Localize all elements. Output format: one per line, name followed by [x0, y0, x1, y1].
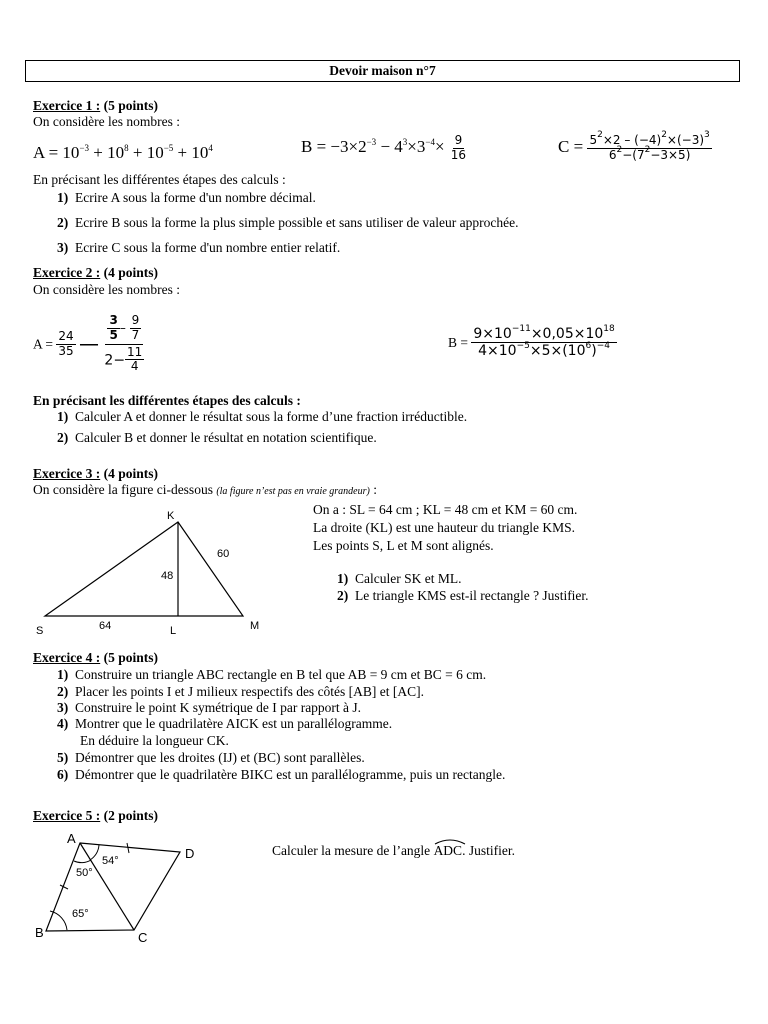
ex1-formula-b: $B = -3\times 2^{-3} - 4^3\times 3^{-4}\times$ $\frac{9}{16}$	[301, 133, 467, 162]
ex1-item-2: 2) Ecrire B sous la forme la plus simple possible et sans utiliser de valeur approchée.	[57, 215, 519, 230]
ex3-item-1: 1) Calculer SK et ML.	[337, 571, 462, 586]
ex5-angle-adc: ADC	[434, 843, 463, 859]
ex3-length-km: 60	[217, 548, 230, 560]
ex3-intro-note: (la figure n’est pas en vraie grandeur)	[216, 486, 370, 497]
ex1-b-fraction: $\frac{9}{16}$	[450, 133, 467, 162]
ex5-angle-hat	[434, 838, 466, 845]
ex5-heading: Exercice 5 :	[33, 808, 101, 823]
ex1-c-fraction: $\frac{5^2\times 2 - (-4)^2\times(-3)^3}{6^2-(7^2-3\times 5)}$	[589, 130, 710, 162]
page-title: Devoir maison n°7	[25, 60, 740, 82]
ex3-intro: On considère la figure ci-dessous	[33, 482, 213, 497]
ex3-header	[33, 466, 158, 482]
ex5-header	[33, 808, 158, 824]
ex3-label-k: K	[167, 510, 175, 522]
ex3-label-s: S	[36, 625, 44, 637]
ex1-item-1: 1) Ecrire A sous la forme d'un nombre décimal.	[57, 190, 316, 205]
ex1-b-label: B	[301, 137, 313, 157]
ex5-quadrilateral-figure	[30, 828, 220, 948]
ex2-header	[33, 265, 158, 281]
ex2-a-frac2: $\frac{3}{5}$ – $\frac{9}{7}$ 2− $\frac{11}{4}$	[104, 313, 143, 374]
ex5-angle-65: 65°	[72, 908, 89, 920]
ex2-formula-a: A = $\frac{24}{35}$ — $\frac{3}{5}$ – $\frac{9}{7}$ 2− $\frac{11}{4}$	[33, 314, 146, 374]
ex3-length-sl: 64	[99, 620, 112, 632]
ex1-points: (5 points)	[103, 98, 158, 113]
ex2-b-fraction: $\frac{9\times 10^{-11}\times 0,05\times 10^{18}}{4\times 10^{-5}\times 5\times(10^6)^{-4}}$	[473, 324, 615, 360]
ex3-data-1: On a : SL = 64 cm ; KL = 48 cm et KM = 60 cm.	[313, 502, 578, 517]
ex3-item-2: 2) Le triangle KMS est-il rectangle ? Justifier.	[337, 588, 589, 603]
ex4-item-1: 1) Construire un triangle ABC rectangle en B tel que AB = 9 cm et BC = 6 cm.	[57, 667, 487, 682]
ex4-item-4-cont: En déduire la longueur CK.	[80, 733, 229, 748]
ex2-points: (4 points)	[103, 265, 158, 280]
ex5-label-d: D	[185, 846, 195, 861]
ex3-triangle-figure	[30, 505, 280, 640]
ex2-b-label: B =	[448, 334, 468, 350]
ex1-item-3: 3) Ecrire C sous la forme d'un nombre entier relatif.	[57, 240, 341, 255]
ex2-intro: On considère les nombres :	[33, 282, 180, 297]
ex3-label-l: L	[170, 625, 177, 637]
ex1-c-label: C	[558, 137, 570, 157]
ex2-details: En précisant les différentes étapes des calculs :	[33, 393, 301, 408]
ex3-heading: Exercice 3 :	[33, 466, 101, 481]
ex4-header	[33, 650, 158, 666]
ex4-item-4: 4) Montrer que le quadrilatère AICK est un parallélogramme.	[57, 716, 393, 731]
ex3-label-m: M	[250, 620, 260, 632]
ex5-label-a: A	[67, 831, 76, 846]
ex2-heading: Exercice 2 :	[33, 265, 101, 280]
ex1-formula-a: $A = 10^{-3} + 10^8 + 10^{-5} + 10^4$	[33, 143, 213, 162]
ex2-formula-b	[448, 326, 617, 359]
ex4-points: (5 points)	[103, 650, 158, 665]
ex3-data-2: La droite (KL) est une hauteur du triangle KMS.	[313, 520, 576, 535]
ex1-intro: On considère les nombres :	[33, 114, 180, 129]
ex4-item-6: 6) Démontrer que le quadrilatère BIKC est un parallélogramme, puis un rectangle.	[57, 767, 506, 782]
ex5-question: Calculer la mesure de l’angle ADC. Justifier.	[272, 843, 515, 859]
ex4-item-5: 5) Démontrer que les droites (IJ) et (BC) sont parallèles.	[57, 750, 365, 765]
ex2-item-2: 2) Calculer B et donner le résultat en notation scientifique.	[57, 430, 377, 445]
ex5-points: (2 points)	[103, 808, 158, 823]
ex5-angle-50: 50°	[76, 867, 93, 879]
ex1-details: En précisant les différentes étapes des calculs :	[33, 172, 286, 187]
ex4-item-3: 3) Construire le point K symétrique de I par rapport à J.	[57, 700, 362, 715]
ex2-a-label: A =	[33, 336, 53, 352]
ex2-a-frac1: $\frac{24}{35}$	[58, 328, 74, 358]
ex3-intro-line	[33, 482, 377, 498]
ex1-formula-c: C = $\frac{5^2\times 2 - (-4)^2\times(-3)^3}{6^2-(7^2-3\times 5)}$	[558, 130, 710, 162]
ex1-a-label: A	[33, 143, 45, 162]
ex5-angle-54: 54°	[102, 855, 119, 867]
ex3-length-kl: 48	[161, 570, 174, 582]
ex2-item-1: 1) Calculer A et donner le résultat sous la forme d’une fraction irréductible.	[57, 409, 468, 424]
ex1-heading: Exercice 1 :	[33, 98, 101, 113]
ex3-data-3: Les points S, L et M sont alignés.	[313, 538, 494, 553]
ex4-item-2: 2) Placer les points I et J milieux respectifs des côtés [AB] et [AC].	[57, 684, 425, 699]
ex3-points: (4 points)	[103, 466, 158, 481]
ex1-header	[33, 98, 158, 114]
ex3-intro-end: :	[369, 482, 377, 497]
ex5-label-c: C	[138, 930, 148, 945]
ex4-heading: Exercice 4 :	[33, 650, 101, 665]
ex5-label-b: B	[35, 925, 44, 940]
